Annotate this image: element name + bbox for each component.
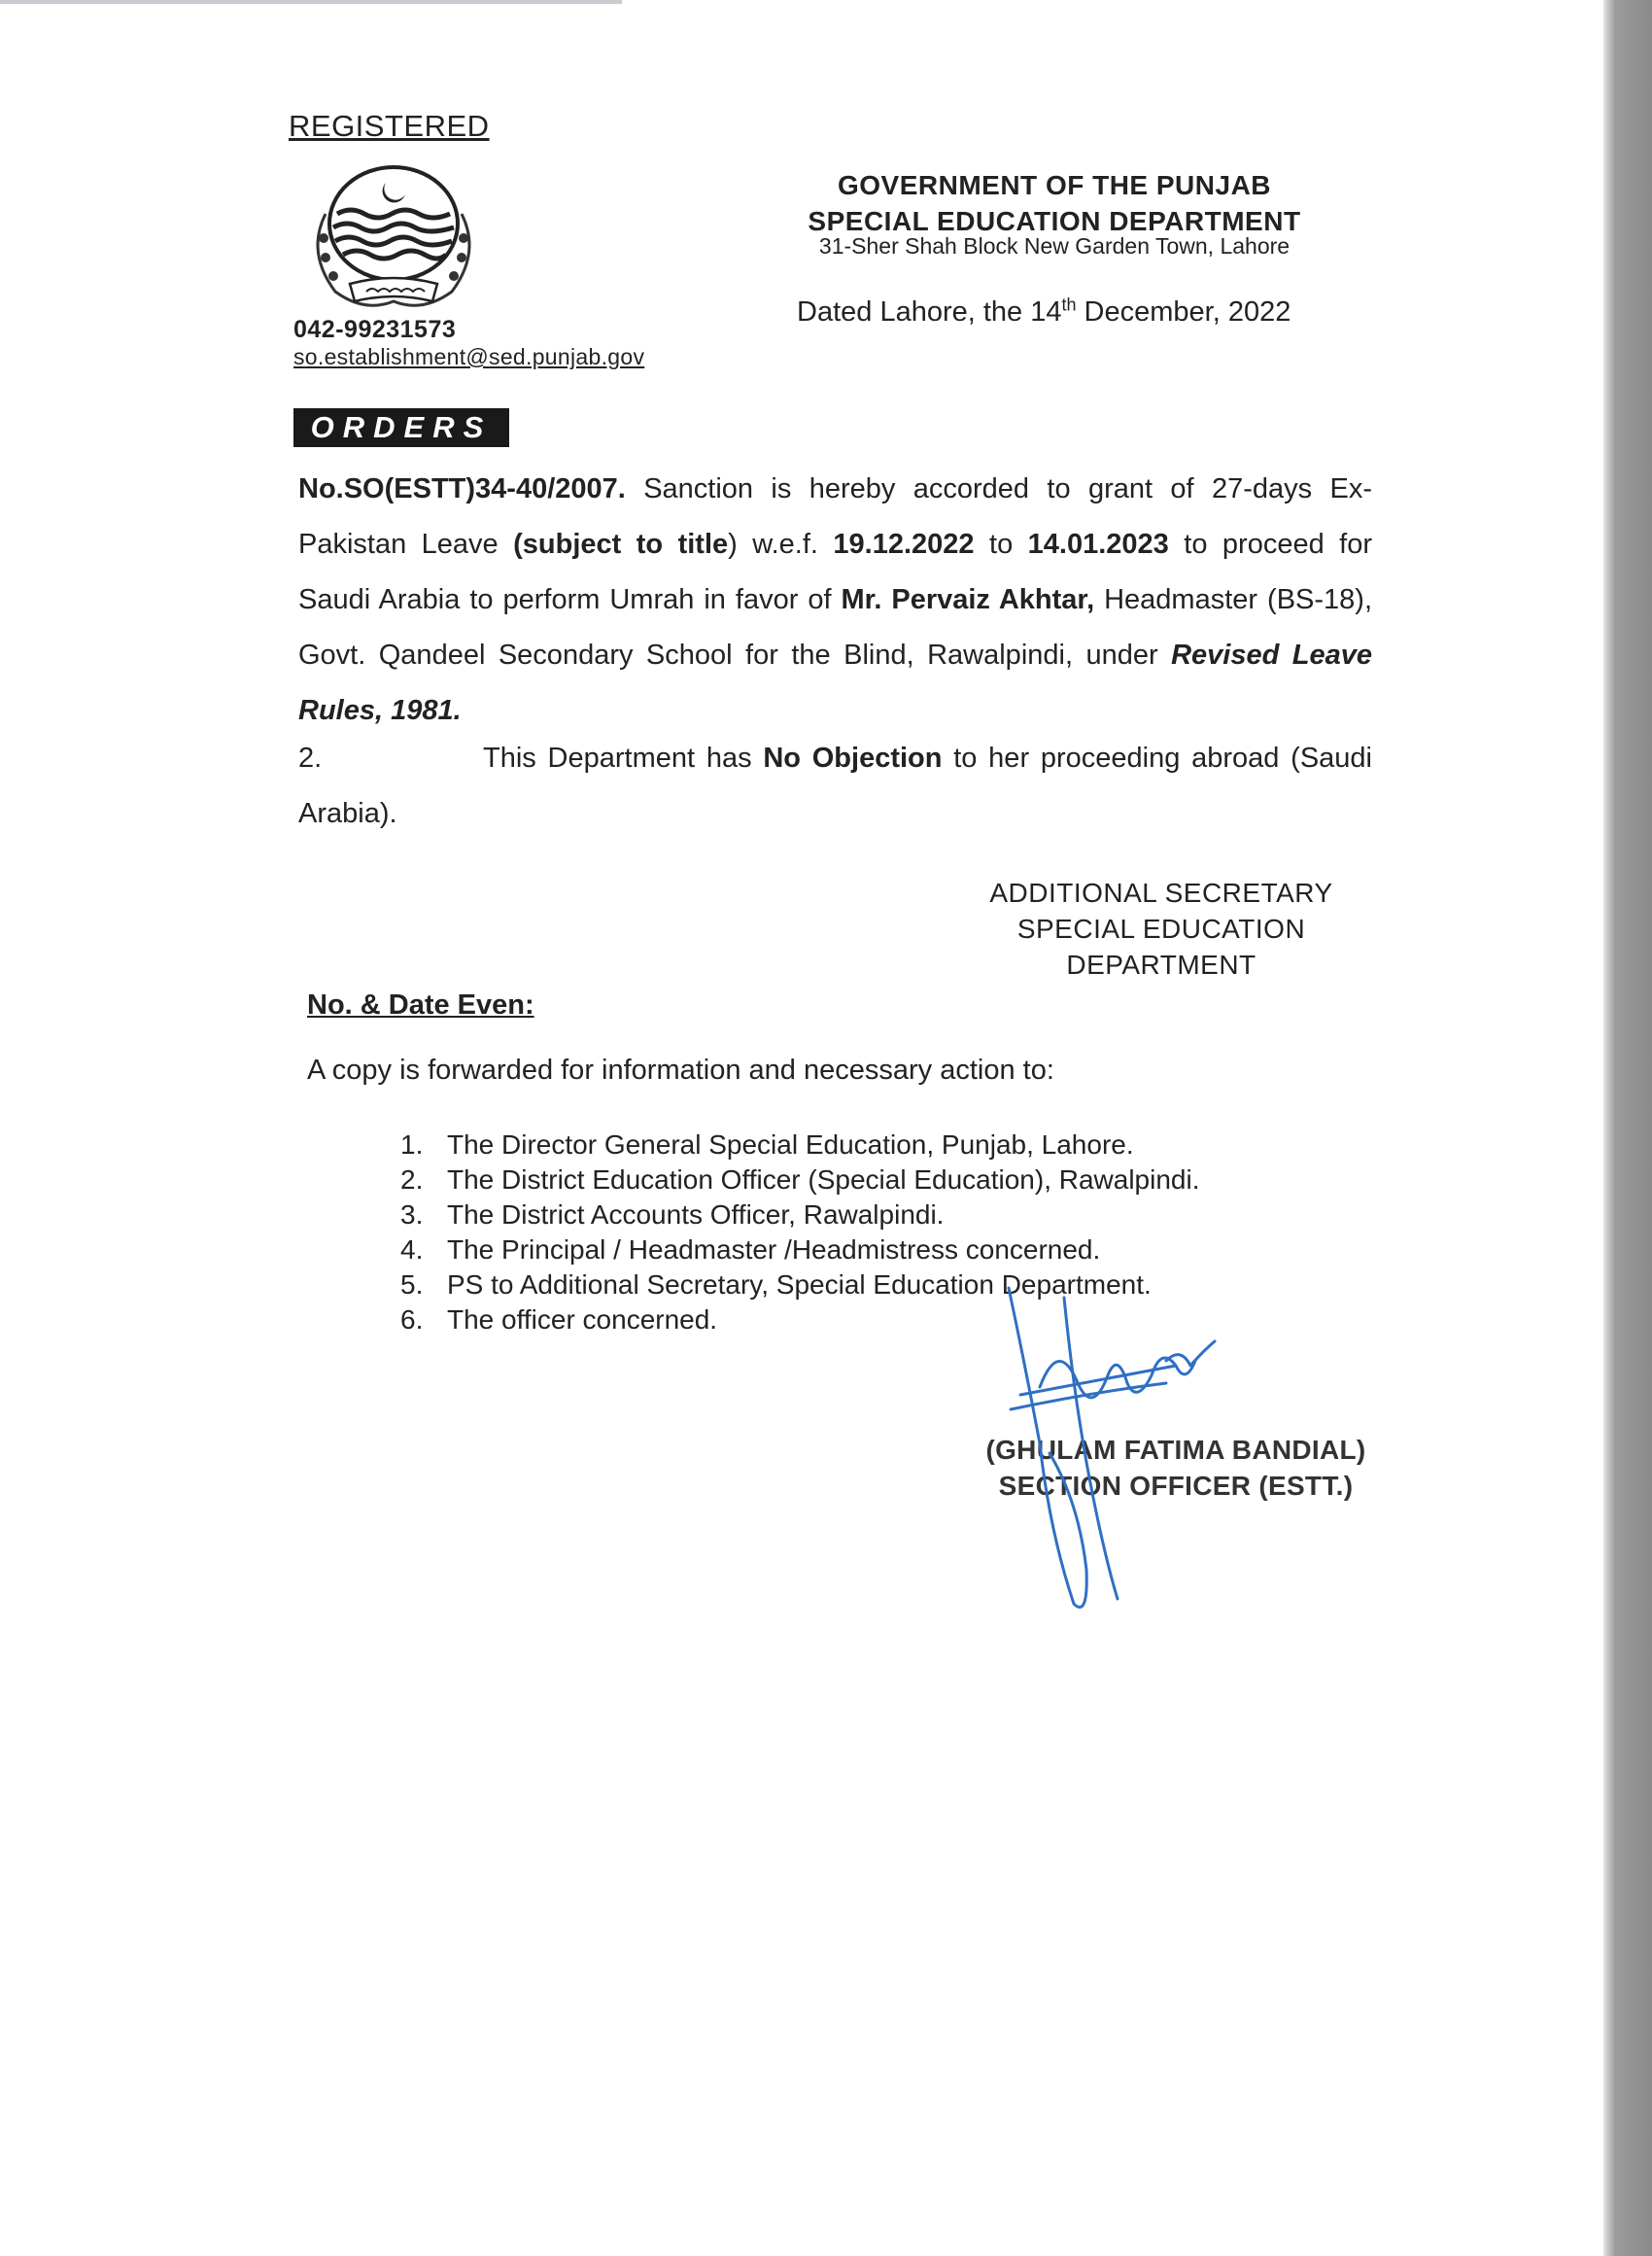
leave-rules: Revised Leave Rules, 1981. (298, 640, 1372, 726)
list-item-text: The Director General Special Education, Punjab, Lahore. (447, 1129, 1134, 1160)
gov-line1: GOVERNMENT OF THE PUNJAB (837, 170, 1272, 200)
list-item (400, 1232, 1200, 1267)
list-item-text: The officer concerned. (447, 1304, 718, 1335)
email-link[interactable]: so.establishment@sed.punjab.gov (293, 344, 645, 369)
list-item (400, 1197, 1200, 1232)
dated-sup: th (1061, 295, 1077, 315)
distribution-heading: No. & Date Even: (307, 989, 534, 1021)
para2-text-2: to her proceeding abroad (Saudi Arabia). (298, 743, 1372, 829)
order-text-2: ) w.e.f. (728, 529, 834, 560)
list-item-text: The Principal / Headmaster /Headmistress concerned. (447, 1234, 1101, 1265)
leave-from-date: 19.12.2022 (833, 529, 975, 560)
order-text-4: to proceed for Saudi Arabia to perform Umrah in favor of (298, 529, 1372, 615)
orders-heading: ORDERS (293, 408, 509, 447)
list-item (400, 1163, 1200, 1197)
phone-number: 042-99231573 (293, 316, 457, 343)
scan-edge-top (0, 0, 622, 4)
order-text-1: Sanction is hereby accorded to grant of 27-days Ex-Pakistan Leave (298, 473, 1372, 560)
no-objection: No Objection (763, 743, 943, 774)
dated-line (797, 296, 1291, 329)
scan-edge-right (1603, 0, 1652, 2256)
list-item-text: The District Education Officer (Special Education), Rawalpindi. (447, 1164, 1200, 1195)
authority-line3: DEPARTMENT (1066, 950, 1256, 980)
registered-label: REGISTERED (289, 109, 490, 143)
list-item (400, 1128, 1200, 1163)
gov-line2: SPECIAL EDUCATION DEPARTMENT (808, 206, 1301, 236)
order-text-5: Headmaster (BS-18), Govt. Qandeel Secondary School for the Blind, Rawalpindi, under (298, 584, 1373, 671)
signatory-name: (GHULAM FATIMA BANDIAL) (985, 1435, 1366, 1465)
person-name: Mr. Pervaiz Akhtar, (841, 584, 1095, 615)
signatory-designation: SECTION OFFICER (ESTT.) (998, 1471, 1354, 1501)
list-item-number: 2. (400, 1164, 424, 1195)
list-item-number: 4. (400, 1234, 424, 1265)
list-item-number: 6. (400, 1304, 424, 1335)
order-text-3: to (974, 529, 1028, 560)
list-item-text: The District Accounts Officer, Rawalpindi. (447, 1199, 945, 1230)
order-paragraph-2 (298, 731, 1372, 842)
authority-line2: SPECIAL EDUCATION (1016, 914, 1306, 944)
list-item-text: PS to Additional Secretary, Special Education Department. (447, 1269, 1152, 1300)
para2-number: 2. (298, 743, 323, 774)
distribution-intro: A copy is forwarded for information and necessary action to: (307, 1055, 1054, 1086)
para2-text-1: This Department has (483, 743, 764, 774)
list-item-number: 1. (400, 1129, 424, 1160)
list-item-number: 5. (400, 1269, 424, 1300)
punjab-government-emblem-icon (296, 156, 491, 326)
order-paragraph (298, 462, 1372, 739)
department-address: 31-Sher Shah Block New Garden Town, Lahore (818, 233, 1291, 259)
department-heading (768, 167, 1341, 239)
authority-block (933, 875, 1390, 983)
leave-to-date: 14.01.2023 (1027, 529, 1169, 560)
list-item-number: 3. (400, 1199, 424, 1230)
order-ref-no: No.SO(ESTT)34-40/2007. (298, 473, 626, 504)
dated-suffix: December, 2022 (1076, 296, 1291, 328)
dated-prefix: Dated Lahore, the 14 (797, 296, 1062, 328)
subject-to-title: (subject to title (513, 529, 729, 560)
handwritten-signature-icon (981, 1278, 1273, 1628)
authority-line1: ADDITIONAL SECRETARY (989, 878, 1333, 908)
